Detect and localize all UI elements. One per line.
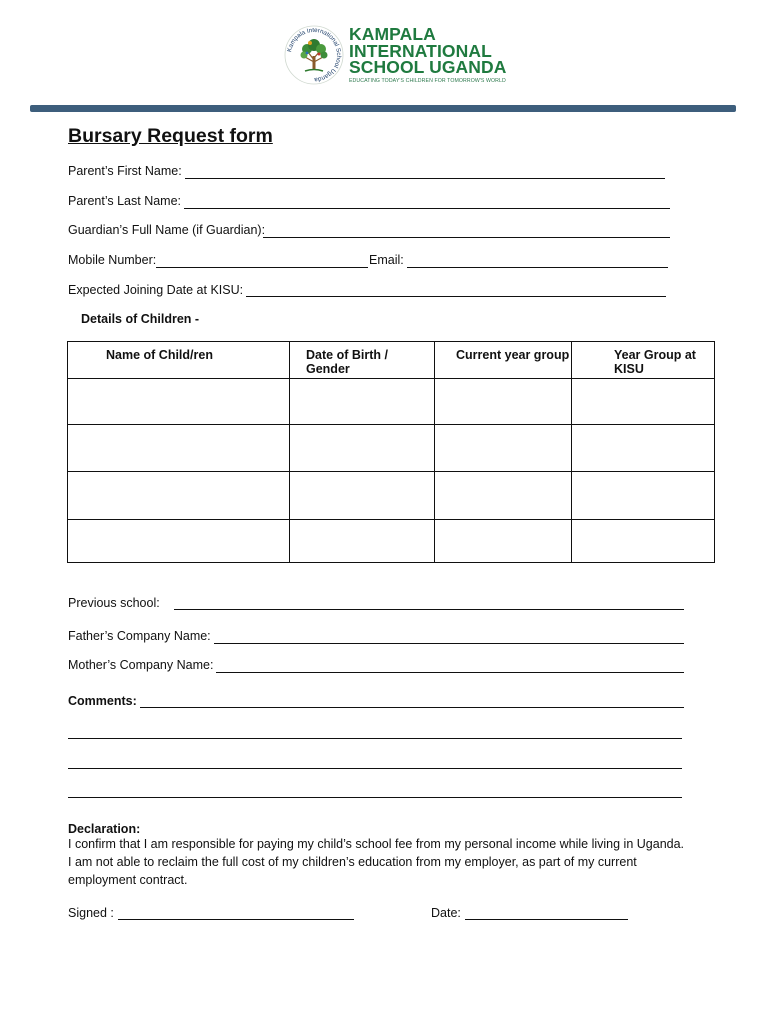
comments-line-1[interactable]	[140, 707, 684, 708]
seal-text: Kampala International School Uganda	[286, 26, 343, 84]
signed-label: Signed :	[68, 906, 114, 920]
guardian-name-label: Guardian’s Full Name (if Guardian):	[68, 223, 266, 237]
parent-last-name-line[interactable]	[184, 208, 670, 209]
table-cell[interactable]	[435, 379, 572, 425]
father-company-label: Father’s Company Name:	[68, 629, 211, 643]
children-section-label: Details of Children -	[81, 312, 200, 326]
children-table	[67, 341, 715, 563]
col-header-dob-gender: Date of Birth / Gender	[290, 342, 435, 379]
table-cell[interactable]	[68, 472, 290, 520]
table-cell[interactable]	[572, 472, 715, 520]
school-logo	[283, 24, 507, 90]
table-cell[interactable]	[68, 425, 290, 472]
date-line[interactable]	[465, 919, 628, 920]
previous-school-line[interactable]	[174, 609, 684, 610]
table-cell[interactable]	[290, 472, 435, 520]
parent-last-name-label: Parent’s Last Name:	[68, 194, 182, 208]
parent-first-name-label: Parent’s First Name:	[68, 164, 182, 178]
col-header-year-kisu: Year Group at KISU	[572, 342, 715, 379]
table-cell[interactable]	[572, 379, 715, 425]
signature-line[interactable]	[118, 919, 354, 920]
email-label: Email:	[369, 253, 404, 267]
table-cell[interactable]	[68, 520, 290, 563]
table-row	[68, 520, 715, 563]
previous-school-label: Previous school:	[68, 596, 160, 610]
table-row	[68, 472, 715, 520]
table-cell[interactable]	[290, 379, 435, 425]
logo-wordmark	[349, 26, 507, 84]
declaration-line-2: I am not able to reclaim the full cost of my children’s education from my employer, as part of my current	[68, 855, 637, 869]
table-cell[interactable]	[435, 425, 572, 472]
comments-label: Comments:	[68, 694, 137, 708]
table-row	[68, 425, 715, 472]
logo-tagline: EDUCATING TODAY'S CHILDREN FOR TOMORROW'S WORLD	[349, 77, 506, 84]
joining-date-label: Expected Joining Date at KISU:	[68, 283, 244, 297]
table-cell[interactable]	[435, 472, 572, 520]
mother-company-label: Mother’s Company Name:	[68, 658, 214, 672]
date-label: Date:	[431, 906, 461, 920]
table-cell[interactable]	[68, 379, 290, 425]
table-header-row	[68, 342, 715, 379]
page-title: Bursary Request form	[68, 125, 273, 147]
comments-line-2[interactable]	[68, 738, 682, 739]
guardian-name-line[interactable]	[263, 237, 670, 238]
table-cell[interactable]	[572, 425, 715, 472]
father-company-line[interactable]	[214, 643, 684, 644]
col-header-current-year: Current year group	[435, 342, 572, 379]
comments-line-3[interactable]	[68, 768, 682, 769]
table-cell[interactable]	[435, 520, 572, 563]
header-divider	[30, 105, 736, 112]
mobile-number-line[interactable]	[156, 267, 368, 268]
logo-line-1: KAMPALA	[349, 24, 436, 44]
mother-company-line[interactable]	[216, 672, 684, 673]
joining-date-line[interactable]	[246, 296, 666, 297]
declaration-text	[68, 835, 708, 889]
parent-first-name-line[interactable]	[185, 178, 665, 179]
declaration-line-1: I confirm that I am responsible for paying my child’s school fee from my personal income while living in Uganda.	[68, 837, 685, 851]
comments-line-4[interactable]	[68, 797, 682, 798]
table-row	[68, 379, 715, 425]
col-header-name: Name of Child/ren	[68, 342, 290, 379]
mobile-number-label: Mobile Number:	[68, 253, 157, 267]
declaration-title: Declaration:	[68, 822, 141, 836]
declaration-line-3: employment contract.	[68, 873, 188, 887]
table-cell[interactable]	[290, 425, 435, 472]
table-cell[interactable]	[572, 520, 715, 563]
logo-line-3: SCHOOL UGANDA	[349, 57, 507, 77]
tree-seal-icon	[283, 24, 345, 86]
table-cell[interactable]	[290, 520, 435, 563]
logo-line-2: INTERNATIONAL	[349, 40, 492, 61]
email-line[interactable]	[407, 267, 668, 268]
